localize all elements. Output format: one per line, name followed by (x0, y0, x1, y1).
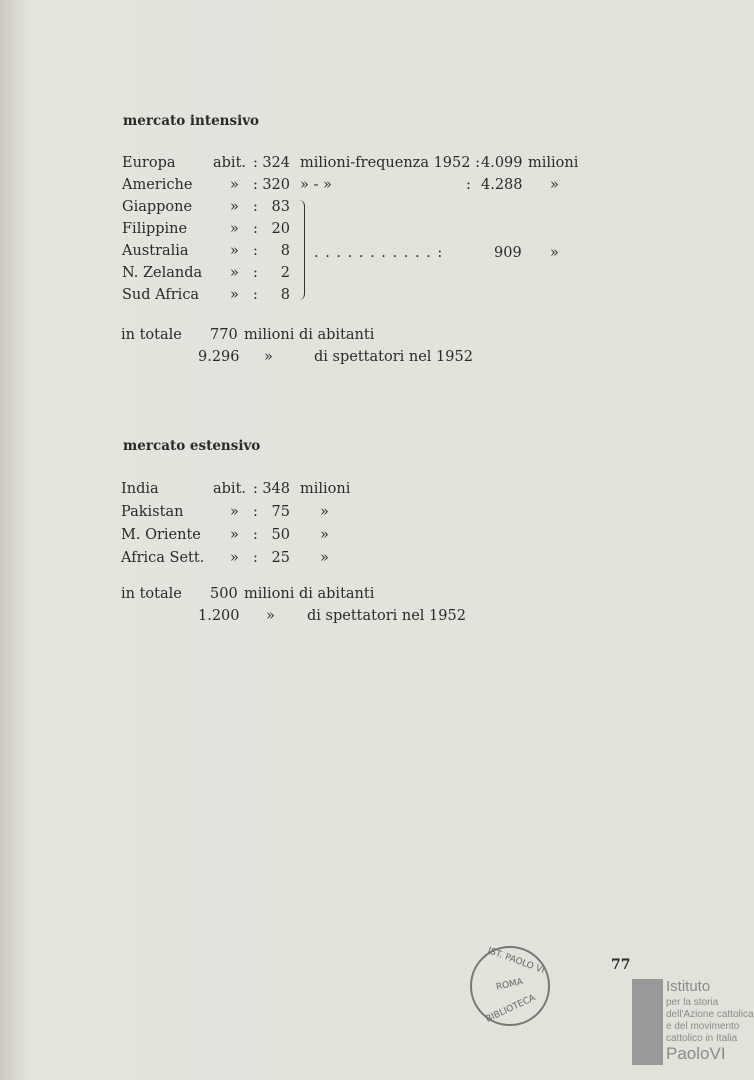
separator: : (253, 199, 258, 215)
page-number: 77 (611, 957, 631, 973)
inhabitants-value: 83 (271, 199, 290, 215)
inhabitants-value: 2 (280, 265, 290, 281)
separator: : (253, 265, 258, 281)
logo-letters-block (632, 979, 663, 1065)
separator: : (253, 177, 258, 193)
inhabitants-value: 324 (262, 155, 290, 171)
separator: : (253, 527, 258, 543)
total-spectators: 9.296 (198, 349, 240, 365)
row-extra-text: » - » (300, 177, 332, 193)
isacem-watermark-logo: Istituto per la storia dell'Azione cattolica e del movimento cattolico in Italia PaoloVI (632, 979, 752, 1069)
frequency-value: 4.099 (481, 155, 523, 171)
inhabitants-value: 20 (271, 221, 290, 237)
separator: : (253, 287, 258, 303)
country-name: N. Zelanda (122, 265, 203, 281)
row-extra-text: » (320, 527, 329, 543)
separator: : (466, 177, 471, 193)
row-extra-text: milioni-frequenza 1952 : (300, 155, 480, 171)
inhabitants-value: 348 (262, 481, 290, 497)
section-heading-extensive: mercato estensivo (123, 438, 261, 454)
country-name: Australia (122, 243, 189, 259)
unit-label: abit. (213, 481, 247, 497)
country-name: Pakistan (121, 504, 184, 520)
unit-label: » (230, 287, 239, 303)
inhabitants-value: 50 (271, 527, 290, 543)
unit-label: abit. (213, 155, 247, 171)
frequency-value: 4.288 (481, 177, 523, 193)
total-label: in totale (121, 586, 182, 602)
unit-label: » (230, 177, 239, 193)
country-name: Europa (122, 155, 176, 171)
group-dots: . . . . . . . . . . . : (314, 245, 444, 261)
unit-label: » (230, 504, 239, 520)
unit-label: » (230, 199, 239, 215)
total-spectators-text: di spettatori nel 1952 (314, 349, 473, 365)
section-heading-intensive: mercato intensivo (123, 113, 260, 129)
group-unit: » (550, 245, 559, 261)
country-name: India (121, 481, 159, 497)
unit-label: » (230, 221, 239, 237)
frequency-unit: » (550, 177, 559, 193)
total-spectators-unit: » (264, 349, 273, 365)
separator: : (253, 221, 258, 237)
unit-label: » (230, 550, 239, 566)
total-inhabitants: 770 (210, 327, 238, 343)
inhabitants-value: 320 (262, 177, 290, 193)
row-extra-text: » (320, 550, 329, 566)
total-spectators: 1.200 (198, 608, 240, 624)
frequency-unit: milioni (528, 155, 579, 171)
unit-label: » (230, 243, 239, 259)
row-extra-text: » (320, 504, 329, 520)
total-spectators-text: di spettatori nel 1952 (307, 608, 466, 624)
country-name: Sud Africa (122, 287, 200, 303)
country-name: M. Oriente (121, 527, 201, 543)
separator: : (253, 481, 258, 497)
total-inhabitants: 500 (210, 586, 238, 602)
separator: : (253, 155, 258, 171)
country-name: Giappone (122, 199, 193, 215)
country-name: Africa Sett. (121, 550, 205, 566)
group-frequency: 909 (494, 245, 522, 261)
inhabitants-value: 75 (271, 504, 290, 520)
country-name: Filippine (122, 221, 188, 237)
inhabitants-value: 25 (271, 550, 290, 566)
unit-label: » (230, 527, 239, 543)
group-brace (298, 200, 305, 300)
country-name: Americhe (122, 177, 193, 193)
inhabitants-value: 8 (280, 243, 290, 259)
total-inhabitants-text: milioni di abitanti (244, 327, 375, 343)
library-stamp: IST. PAOLO VI ROMA BIBLIOTECA (470, 946, 550, 1026)
unit-label: » (230, 265, 239, 281)
row-extra-text: milioni (300, 481, 351, 497)
total-spectators-unit: » (266, 608, 275, 624)
separator: : (253, 243, 258, 259)
inhabitants-value: 8 (280, 287, 290, 303)
separator: : (253, 550, 258, 566)
separator: : (253, 504, 258, 520)
total-inhabitants-text: milioni di abitanti (244, 586, 375, 602)
total-label: in totale (121, 327, 182, 343)
